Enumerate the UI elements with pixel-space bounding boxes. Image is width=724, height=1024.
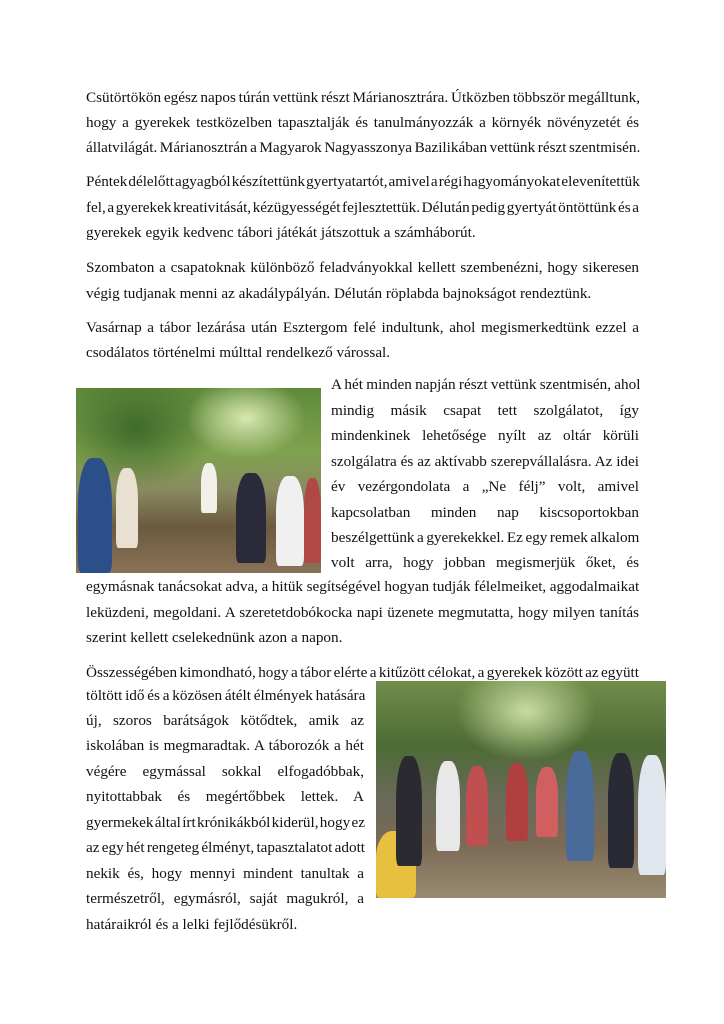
p1-line: hogy a gyerekek testközelben tapasztalják és tanulmányozzák a környék növényzetét és xyxy=(86,114,639,131)
p5-line: kapcsolatban minden nap kiscsoportokban xyxy=(331,504,639,521)
p5-line: év vezérgondolata a „Ne félj” volt, amivel xyxy=(331,478,639,495)
p5-line: szerint kellett cselekednünk azon a napon. xyxy=(86,629,343,646)
p5-line: volt arra, hogy jobban megismerjük őket, és xyxy=(331,554,639,571)
p6-line: az egy hét rengeteg élményt, tapasztalatot adott xyxy=(86,839,366,856)
p6-line: nyitottabbak és megértőbbek lettek. A xyxy=(86,788,364,805)
p6-line: Összességében kimondható, hogy a tábor elérte a kitűzött célokat, a gyerekek között az együtt xyxy=(86,664,639,681)
p6-line: új, szoros barátságok kötődtek, amik az xyxy=(86,712,364,729)
p6-line: nekik és, hogy mennyi mindent tanultak a xyxy=(86,865,364,882)
p3-line: Szombaton a csapatoknak különböző feladványokkal kellett szembenézni, hogy sikeresen xyxy=(86,259,639,276)
p5-line: szolgálatra és az aktívabb szerepvállalásra. Az idei xyxy=(331,453,639,470)
p6-line: természetről, egymásról, saját magukról, a xyxy=(86,890,364,907)
p2-line: Péntek délelőtt agyagból készítettünk gyertyatartót, amivel a régi hagyományokat elevenítettük xyxy=(86,173,640,190)
p5-line: leküzdeni, megoldani. A szeretetdobókocka napi üzenete megmutatta, hogy milyen tanítás xyxy=(86,604,639,621)
photo-group-forest xyxy=(376,681,666,898)
p5-line: mindig másik csapat tett szolgálatot, így xyxy=(331,402,639,419)
p1-line: Csütörtökön egész napos túrán vettünk részt Márianosztrára. Útközben többször megálltunk, xyxy=(86,89,641,106)
p2-line: fel, a gyerekek kreativitását, kézügyességét fejlesztettük. Délután pedig gyertyát öntöttünk és a xyxy=(86,199,639,216)
p5-line: egymásnak tanácsokat adva, a hitük segítségével hogyan tudják félelmeiket, aggodalmaikat xyxy=(86,578,640,595)
p2-line: gyerekek egyik kedvenc tábori játékát játszottuk a számháborút. xyxy=(86,224,476,241)
p3-line: végig tudjanak menni az akadálypályán. Délután röplabda bajnokságot rendeztünk. xyxy=(86,285,592,302)
p5-line: mindenkinek lehetősége nyílt az oltár körüli xyxy=(331,427,639,444)
p6-line: gyermekek által írt krónikákból kiderül, hogy ez xyxy=(86,814,365,831)
p4-line: Vasárnap a tábor lezárása után Esztergom felé indultunk, ahol megismerkedtünk ezzel a xyxy=(86,319,639,336)
p6-line: iskolában is megmaradtak. A táborozók a hét xyxy=(86,737,364,754)
p5-line: beszélgettünk a gyerekekkel. Ez egy remek alkalom xyxy=(331,529,640,546)
p6-line: végére egymással sokkal elfogadóbbak, xyxy=(86,763,364,780)
photo-mass-outdoors xyxy=(76,388,321,573)
p6-line: határaikról és a lelki fejlődésükről. xyxy=(86,916,298,933)
p1-line: állatvilágát. Márianosztrán a Magyarok Nagyasszonya Bazilikában vettünk részt szentmisén. xyxy=(86,139,641,156)
p5-line: A hét minden napján részt vettünk szentmisén, ahol xyxy=(331,376,641,393)
p6-line: töltött idő és a közösen átélt élmények hatására xyxy=(86,687,366,704)
p4-line: csodálatos történelmi múlttal rendelkező várossal. xyxy=(86,344,391,361)
